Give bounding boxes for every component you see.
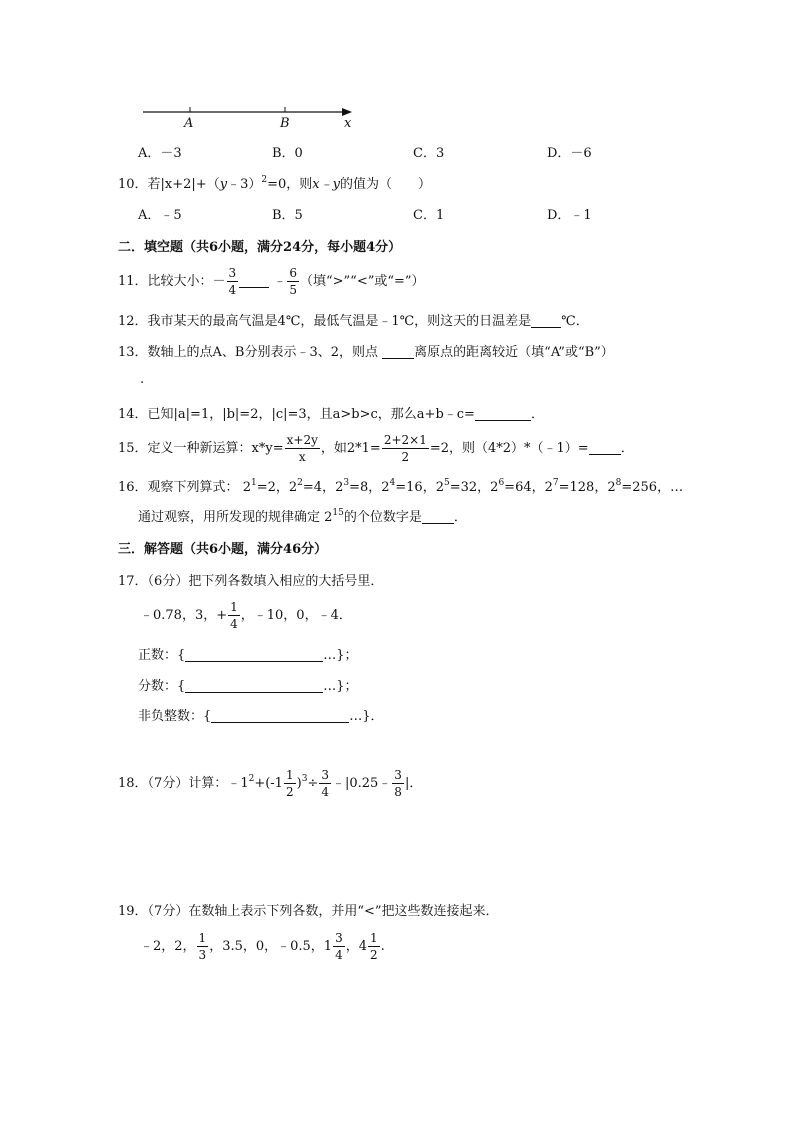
fraction: $\frac{1}{4}$ xyxy=(230,600,238,631)
power-term: $2^7=128$， xyxy=(544,478,608,495)
number-line-arrow xyxy=(342,108,352,116)
question-16: 16．观察下列算式： $2^1=2$，$2^2=4$，$2^3=8$，$2^4=16$，$2^5=32$，$2^6=64$，$2^7=128$，$2^8=256$，… xyxy=(118,478,684,495)
question-11: 11．比较大小：－ $\frac{3}{4}$ ﹣ $\frac{6}{5}$ （填“>”“<”或“=”） xyxy=(118,266,425,297)
fraction-numbers-blank[interactable] xyxy=(185,678,323,693)
power-term: $2^4=16$， xyxy=(381,478,436,495)
q9-option-d: D．－6 xyxy=(547,146,592,161)
answer-blank-16[interactable] xyxy=(422,509,454,524)
question-12: 12．我市某天的最高气温是4℃，最低气温是﹣1℃，则这天的日温差是 ℃． xyxy=(118,314,589,329)
question-14: 14．已知|a|=1，|b|=2，|c|=3，且a>b>c，那么a+b﹣c= ． xyxy=(118,407,544,422)
power-term: $2^5=32$， xyxy=(435,478,491,495)
label-a: A xyxy=(184,116,194,131)
fraction-numbers-row: 分数：{ …}； xyxy=(138,679,358,694)
fraction: $\frac{3}{4}$ xyxy=(228,266,237,297)
label-b: B xyxy=(280,116,290,131)
question-15: 15．定义一种新运算：x*y= $\frac{x+2y}{x}$ ，如2*1= $\frac{2+2\times 1}{2}$ =2，则（4*2）*（﹣1）= ． xyxy=(118,433,634,464)
question-19-title: 19．（7分）在数轴上表示下列各数，并用“<”把这些数连接起来． xyxy=(118,904,499,919)
power-term: $2^6=64$， xyxy=(490,478,545,495)
q9-option-c: C．3 xyxy=(413,146,445,161)
answer-blank-12[interactable] xyxy=(531,313,561,328)
positive-numbers-row: 正数：{ …}； xyxy=(138,648,358,663)
q9-option-b: B．0 xyxy=(272,146,303,161)
power-term: $2^8=256$，… xyxy=(607,478,684,495)
fraction: $\frac{1}{2}$ xyxy=(370,931,378,962)
fraction: $\frac{1}{3}$ xyxy=(198,931,207,962)
nonnegative-integers-row: 非负整数：{ …}． xyxy=(138,709,384,724)
positive-numbers-blank[interactable] xyxy=(185,647,323,662)
label-x: x xyxy=(344,116,352,131)
question-13-tail: . xyxy=(140,372,145,387)
q10-option-a: A．﹣5 xyxy=(138,208,182,223)
section-2-title: 二．填空题（共6小题，满分24分，每小题4分） xyxy=(118,240,402,255)
power-term: $2^2=4$， xyxy=(288,478,336,495)
fraction: $\frac{x+2y}{x}$ xyxy=(286,433,318,464)
answer-blank-15[interactable] xyxy=(589,440,621,455)
fraction: $\frac{3}{4}$ xyxy=(335,931,343,962)
nonnegative-integers-blank[interactable] xyxy=(211,708,349,723)
fraction: $\frac{3}{8}$ xyxy=(394,768,402,799)
fraction: $\frac{6}{5}$ xyxy=(289,266,297,297)
answer-blank-14[interactable] xyxy=(475,406,531,421)
fraction: $\frac{1}{2}$ xyxy=(285,768,294,799)
q10-option-d: D．﹣1 xyxy=(547,208,592,223)
question-17-title: 17．（6分）把下列各数填入相应的大括号里． xyxy=(118,574,384,589)
answer-blank-11[interactable] xyxy=(239,273,269,288)
question-18: 18．（7分）计算：$﹣1^2+(-1$ $\frac{1}{2}$ )$^3$÷ $\frac{3}{4}$ ﹣|0.25﹣ $\frac{3}{8}$ |． xyxy=(118,768,423,799)
power-term: $2^1=2$， xyxy=(242,478,289,495)
fraction: $\frac{2+2\times 1}{2}$ xyxy=(383,433,427,464)
q10-option-c: C．1 xyxy=(413,208,445,223)
question-17-numbers: ﹣0.78，3，+ $\frac{1}{4}$ ，﹣10，0，﹣4． xyxy=(140,600,352,631)
q9-option-a: A．－3 xyxy=(138,146,182,161)
section-3-title: 三．解答题（共6小题，满分46分） xyxy=(118,542,328,557)
number-line-figure xyxy=(140,100,360,132)
question-10: 10．若|x+2|+（y﹣3）$^2$=0，则x﹣y的值为（ ） xyxy=(118,175,431,192)
answer-blank-13[interactable] xyxy=(382,344,414,359)
fraction: $\frac{3}{4}$ xyxy=(321,768,329,799)
question-16-line-2: 通过观察，用所发现的规律确定 $2^{15}$的个位数字是 ． xyxy=(138,508,467,525)
question-13: 13．数轴上的点A、B分别表示﹣3、2，则点 离原点的距离较近（填“A”或“B”） xyxy=(118,345,614,360)
q10-option-b: B．5 xyxy=(272,208,303,223)
power-term: $2^3=8$， xyxy=(335,478,382,495)
question-19-numbers: ﹣2，2， $\frac{1}{3}$ ，3.5，0，﹣0.5，1 $\frac{3}{4}$ ，4 $\frac{1}{2}$ . xyxy=(140,931,385,962)
